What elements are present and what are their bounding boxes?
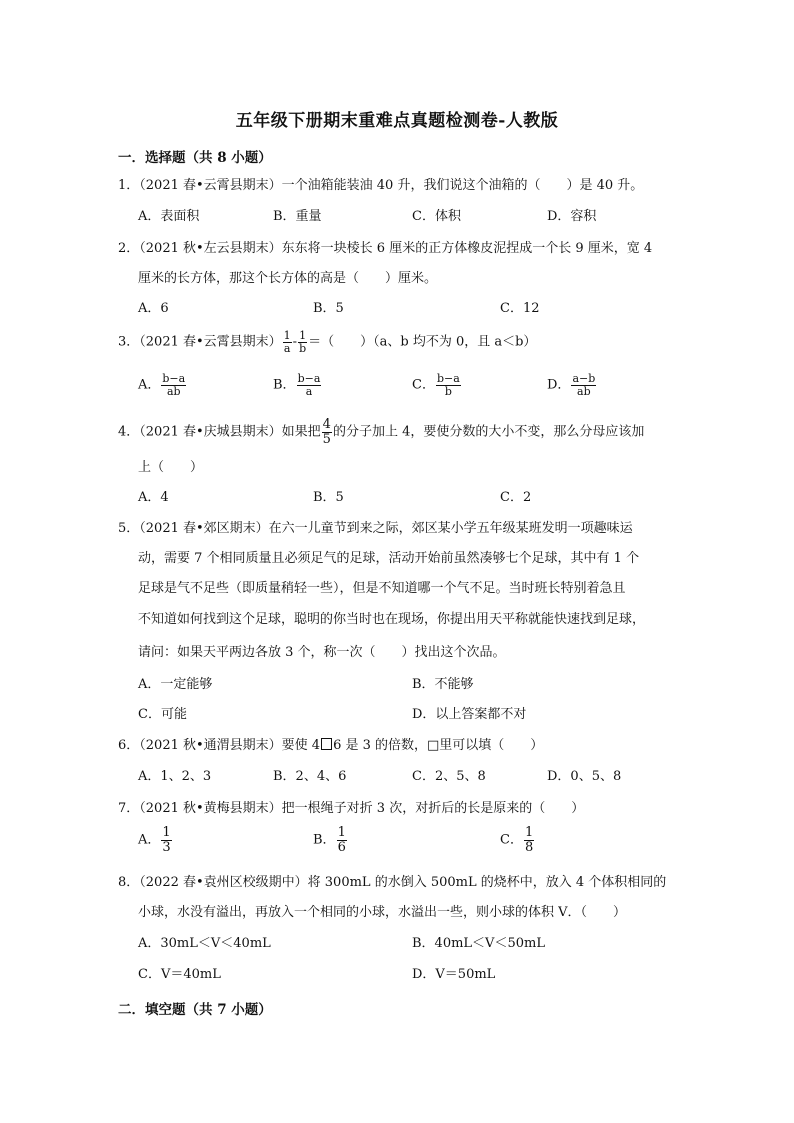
page-title: 五年级下册期末重难点真题检测卷-人教版 — [235, 111, 559, 131]
q1-option-b: B．重量 — [273, 209, 322, 224]
q4-prefix: 4．（2021 春•庆城县期末）如果把 — [118, 424, 321, 440]
q7-option-b-denominator: 6 — [337, 839, 346, 855]
q6-suffix: 6 是 3 的倍数，□里可以填（ ） — [333, 738, 544, 753]
q4-option-c: C．2 — [500, 490, 532, 505]
q3-fraction-2-numerator: 1 — [299, 329, 307, 342]
q4-fraction-denominator: 5 — [322, 431, 331, 447]
q7-option-a-denominator: 3 — [162, 839, 171, 855]
q8-option-a: A．30mL＜V＜40mL — [138, 936, 271, 951]
q3-suffix: ＝（ ）（a、b 均不为 0，且 a＜b） — [308, 334, 537, 350]
question-5-line-3: 足球是气不足些（即质量稍轻一些），但是不知道哪一个气不足。当时班长特别着急且 — [138, 581, 626, 596]
q7-option-b-fraction — [337, 826, 347, 854]
q4-option-b: B．5 — [313, 490, 344, 505]
section-heading-fill-in: 二．填空题（共 7 小题） — [118, 1002, 272, 1018]
q3-option-a-denominator: ab — [167, 384, 181, 398]
question-4-line-2: 上（ ） — [138, 460, 204, 475]
q8-option-b: B．40mL＜V＜50mL — [412, 936, 545, 951]
question-8-line-2: 小球，水没有溢出，再放入一个相同的小球，水溢出一些，则小球的体积 V．（ ） — [138, 905, 627, 920]
q6-prefix: 6．（2021 秋•通渭县期末）要使 4 — [118, 738, 321, 753]
question-1-text: 1．（2021 春•云霄县期末）一个油箱能装油 40 升，我们说这个油箱的（ ）是 40 升。 — [118, 178, 644, 193]
question-6-text — [118, 736, 543, 756]
q1-option-d: D．容积 — [547, 209, 597, 224]
q3-option-b-denominator: a — [305, 384, 313, 398]
blank-box-icon — [321, 738, 332, 750]
q3-option-c-denominator: b — [444, 384, 452, 398]
question-5-line-2: 动，需要 7 个相同质量且必须足气的足球，活动开始前虽然凑够七个足球，其中有 1 个 — [138, 551, 640, 566]
q6-option-a: A．1、2、3 — [138, 769, 212, 784]
q5-option-b: B．不能够 — [412, 677, 474, 692]
q3-option-c — [412, 373, 462, 397]
q3-option-b — [273, 373, 322, 397]
question-4-line-1 — [118, 418, 644, 446]
q5-option-c: C．可能 — [138, 707, 187, 722]
q3-option-c-numerator: b−a — [436, 372, 460, 385]
q2-option-a: A．6 — [138, 301, 169, 316]
q7-option-a-label: A． — [138, 832, 161, 848]
question-5-line-1: 5．（2021 春•郊区期末）在六一儿童节到来之际，郊区某小学五年级某班发明一项趣味运 — [118, 521, 633, 536]
q3-fraction-2 — [298, 330, 307, 354]
question-3-text — [118, 330, 536, 354]
q4-fraction — [322, 418, 332, 446]
q3-option-a-numerator: b−a — [162, 372, 186, 385]
q7-option-c — [500, 826, 535, 854]
q8-option-c: C．V＝40mL — [138, 967, 221, 982]
q3-option-a — [138, 373, 187, 397]
q4-suffix: 的分子加上 4，要使分数的大小不变，那么分母应该加 — [332, 424, 645, 440]
q7-option-b-numerator: 1 — [337, 825, 346, 840]
q3-option-b-label: B． — [273, 377, 296, 393]
q3-option-a-fraction — [161, 373, 186, 397]
q6-option-d: D．0、5、8 — [547, 769, 622, 784]
question-2-line-2: 厘米的长方体，那这个长方体的高是（ ）厘米。 — [138, 271, 438, 286]
q1-option-c: C．体积 — [412, 209, 461, 224]
q3-fraction-2-denominator: b — [299, 341, 307, 355]
q5-option-d: D．以上答案都不对 — [412, 707, 527, 722]
q7-option-a — [138, 826, 173, 854]
q3-option-d-label: D． — [547, 377, 571, 393]
q3-option-d — [547, 373, 597, 397]
q7-option-c-numerator: 1 — [524, 825, 534, 840]
q3-option-b-numerator: b−a — [297, 372, 321, 385]
q6-option-b: B．2、4、6 — [273, 769, 347, 784]
section-heading-choice: 一．选择题（共 8 小题） — [118, 150, 272, 166]
q7-option-b-label: B． — [313, 832, 336, 848]
q4-fraction-numerator: 4 — [322, 417, 331, 432]
q3-option-d-numerator: a−b — [572, 372, 596, 385]
q3-option-b-fraction — [297, 373, 322, 397]
q8-option-d: D．V＝50mL — [412, 967, 496, 982]
question-2-line-1: 2．（2021 秋•左云县期末）东东将一块棱长 6 厘米的正方体橡皮泥捏成一个长 9 厘米，宽 4 — [118, 241, 653, 256]
q7-option-c-denominator: 8 — [524, 839, 534, 855]
q3-fraction-1-denominator: a — [283, 341, 291, 355]
q3-fraction-1-numerator: 1 — [283, 329, 291, 342]
q3-option-d-fraction — [571, 373, 596, 397]
q7-option-c-label: C． — [500, 832, 523, 848]
q3-minus: - — [292, 334, 298, 350]
question-5-line-5: 请问：如果天平两边各放 3 个，称一次（ ）找出这个次品。 — [138, 645, 506, 660]
q6-option-c: C．2、5、8 — [412, 769, 486, 784]
q3-fraction-1 — [283, 330, 292, 354]
q7-option-a-fraction — [161, 826, 171, 854]
q7-option-a-numerator: 1 — [162, 825, 171, 840]
q3-option-c-fraction — [436, 373, 461, 397]
question-5-line-4: 不知道如何找到这个足球，聪明的你当时也在现场，你提出用天平称就能快速找到足球， — [138, 612, 646, 627]
q5-option-a: A．一定能够 — [138, 677, 213, 692]
q1-option-a: A．表面积 — [138, 209, 200, 224]
q3-option-d-denominator: ab — [577, 384, 591, 398]
question-7-text: 7．（2021 秋•黄梅县期末）把一根绳子对折 3 次，对折后的长是原来的（ ） — [118, 801, 585, 816]
q2-option-c: C．12 — [500, 301, 540, 316]
q3-prefix: 3．（2021 春•云霄县期末） — [118, 334, 282, 350]
q3-option-c-label: C． — [412, 377, 435, 393]
q2-option-b: B．5 — [313, 301, 344, 316]
q3-option-a-label: A． — [138, 377, 161, 393]
q7-option-b — [313, 826, 348, 854]
q4-option-a: A．4 — [138, 490, 169, 505]
question-8-line-1: 8．（2022 春•袁州区校级期中）将 300mL 的水倒入 500mL 的烧杯中，放入 4 个体积相同的 — [118, 875, 667, 890]
q7-option-c-fraction — [524, 826, 534, 854]
